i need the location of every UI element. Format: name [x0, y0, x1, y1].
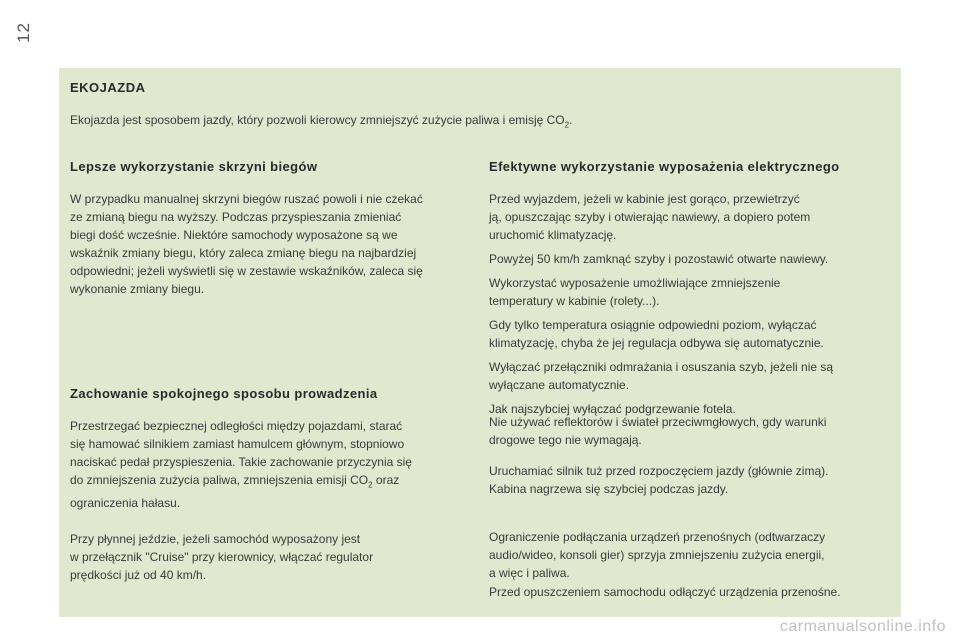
calm-driving-heading: Zachowanie spokojnego sposobu prowadzenia [70, 386, 378, 401]
lights-paragraph: Nie używać reflektorów i świateł przeciwmgłowych, gdy warunki drogowe tego nie wymagają. [489, 415, 827, 447]
calm-driving-paragraph-2: Przy płynnej jeździe, jeżeli samochód wyposażony jest w przełącznik "Cruise" przy kierownicy, włączać regulator prędkości już od 40 km/h. [70, 532, 374, 583]
electrical-heading: Efektywne wykorzystanie wyposażenia elektrycznego [489, 159, 840, 174]
page-number: 12 [14, 22, 33, 43]
engine-start-paragraph: Uruchamiać silnik tuż przed rozpoczęciem jazdy (głównie zimą). Kabina nagrzewa się szybciej podczas jazdy. [489, 464, 829, 496]
electrical-paragraph: Wykorzystać wyposażenie umożliwiające zmniejszenie temperatury w kabinie (rolety...). [489, 276, 781, 308]
gearbox-heading: Lepsze wykorzystanie skrzyni biegów [70, 159, 318, 174]
electrical-paragraph: Gdy tylko temperatura osiągnie odpowiedni poziom, wyłączać klimatyzację, chyba że jej regulacja odbywa się automatycznie. [489, 318, 824, 350]
disconnect-devices-paragraph: Przed opuszczeniem samochodu odłączyć urządzenia przenośne. [489, 585, 841, 599]
electrical-paragraph: Przed wyjazdem, jeżeli w kabinie jest gorąco, przewietrzyć ją, opuszczając szyby i otwierając nawiewy, a dopiero potem uruchomić klimatyzację. [489, 192, 811, 242]
calm-driving-paragraph-1: Przestrzegać bezpiecznej odległości między pojazdami, starać się hamować silnikiem zamiast hamulcem głównym, stopniowo naciskać pedał przyspieszenia. Takie zachowanie przyczynia się do zmniejszenia zużycia paliwa, zmniejszenia emisji $CO_2$ oraz ograniczenia hałasu. [70, 419, 412, 511]
gearbox-section [70, 158, 470, 298]
portable-devices-paragraph: Ograniczenie podłączania urządzeń przenośnych (odtwarzaczy audio/wideo, konsoli gier) sprzyja zmniejszeniu zużycia energii, a więc i paliwa. [489, 530, 826, 580]
intro-text: Ekojazda jest sposobem jazdy, który pozwoli kierowcy zmniejszyć zużycie paliwa i emisję $CO_2$. [70, 113, 573, 130]
electrical-paragraph: Powyżej 50 km/h zamknąć szyby i pozostawić otwarte nawiewy. [489, 252, 829, 266]
electrical-paragraph: Jak najszybciej wyłączać podgrzewanie fotela. [489, 402, 736, 416]
electrical-section [489, 158, 894, 424]
calm-driving-section [70, 385, 470, 584]
section-title: EKOJAZDA [70, 80, 146, 95]
gearbox-text: W przypadku manualnej skrzyni biegów ruszać powoli i nie czekać ze zmianą biegu na wyższy. Podczas przyspieszania zmieniać biegi dość wcześnie. Niektóre samochody wyposażone są we wskaźnik zmiany biegu, który zaleca zmianę biegu na najbardziej odpowiedni; jeżeli wyświetli się w zestawie wskaźników, zaleca się wykonanie zmiany biegu. [70, 192, 423, 296]
watermark: carmanualsonline.info [779, 618, 946, 635]
electrical-paragraph: Wyłączać przełączniki odmrażania i osuszania szyb, jeżeli nie są wyłączane automatycznie. [489, 360, 834, 392]
